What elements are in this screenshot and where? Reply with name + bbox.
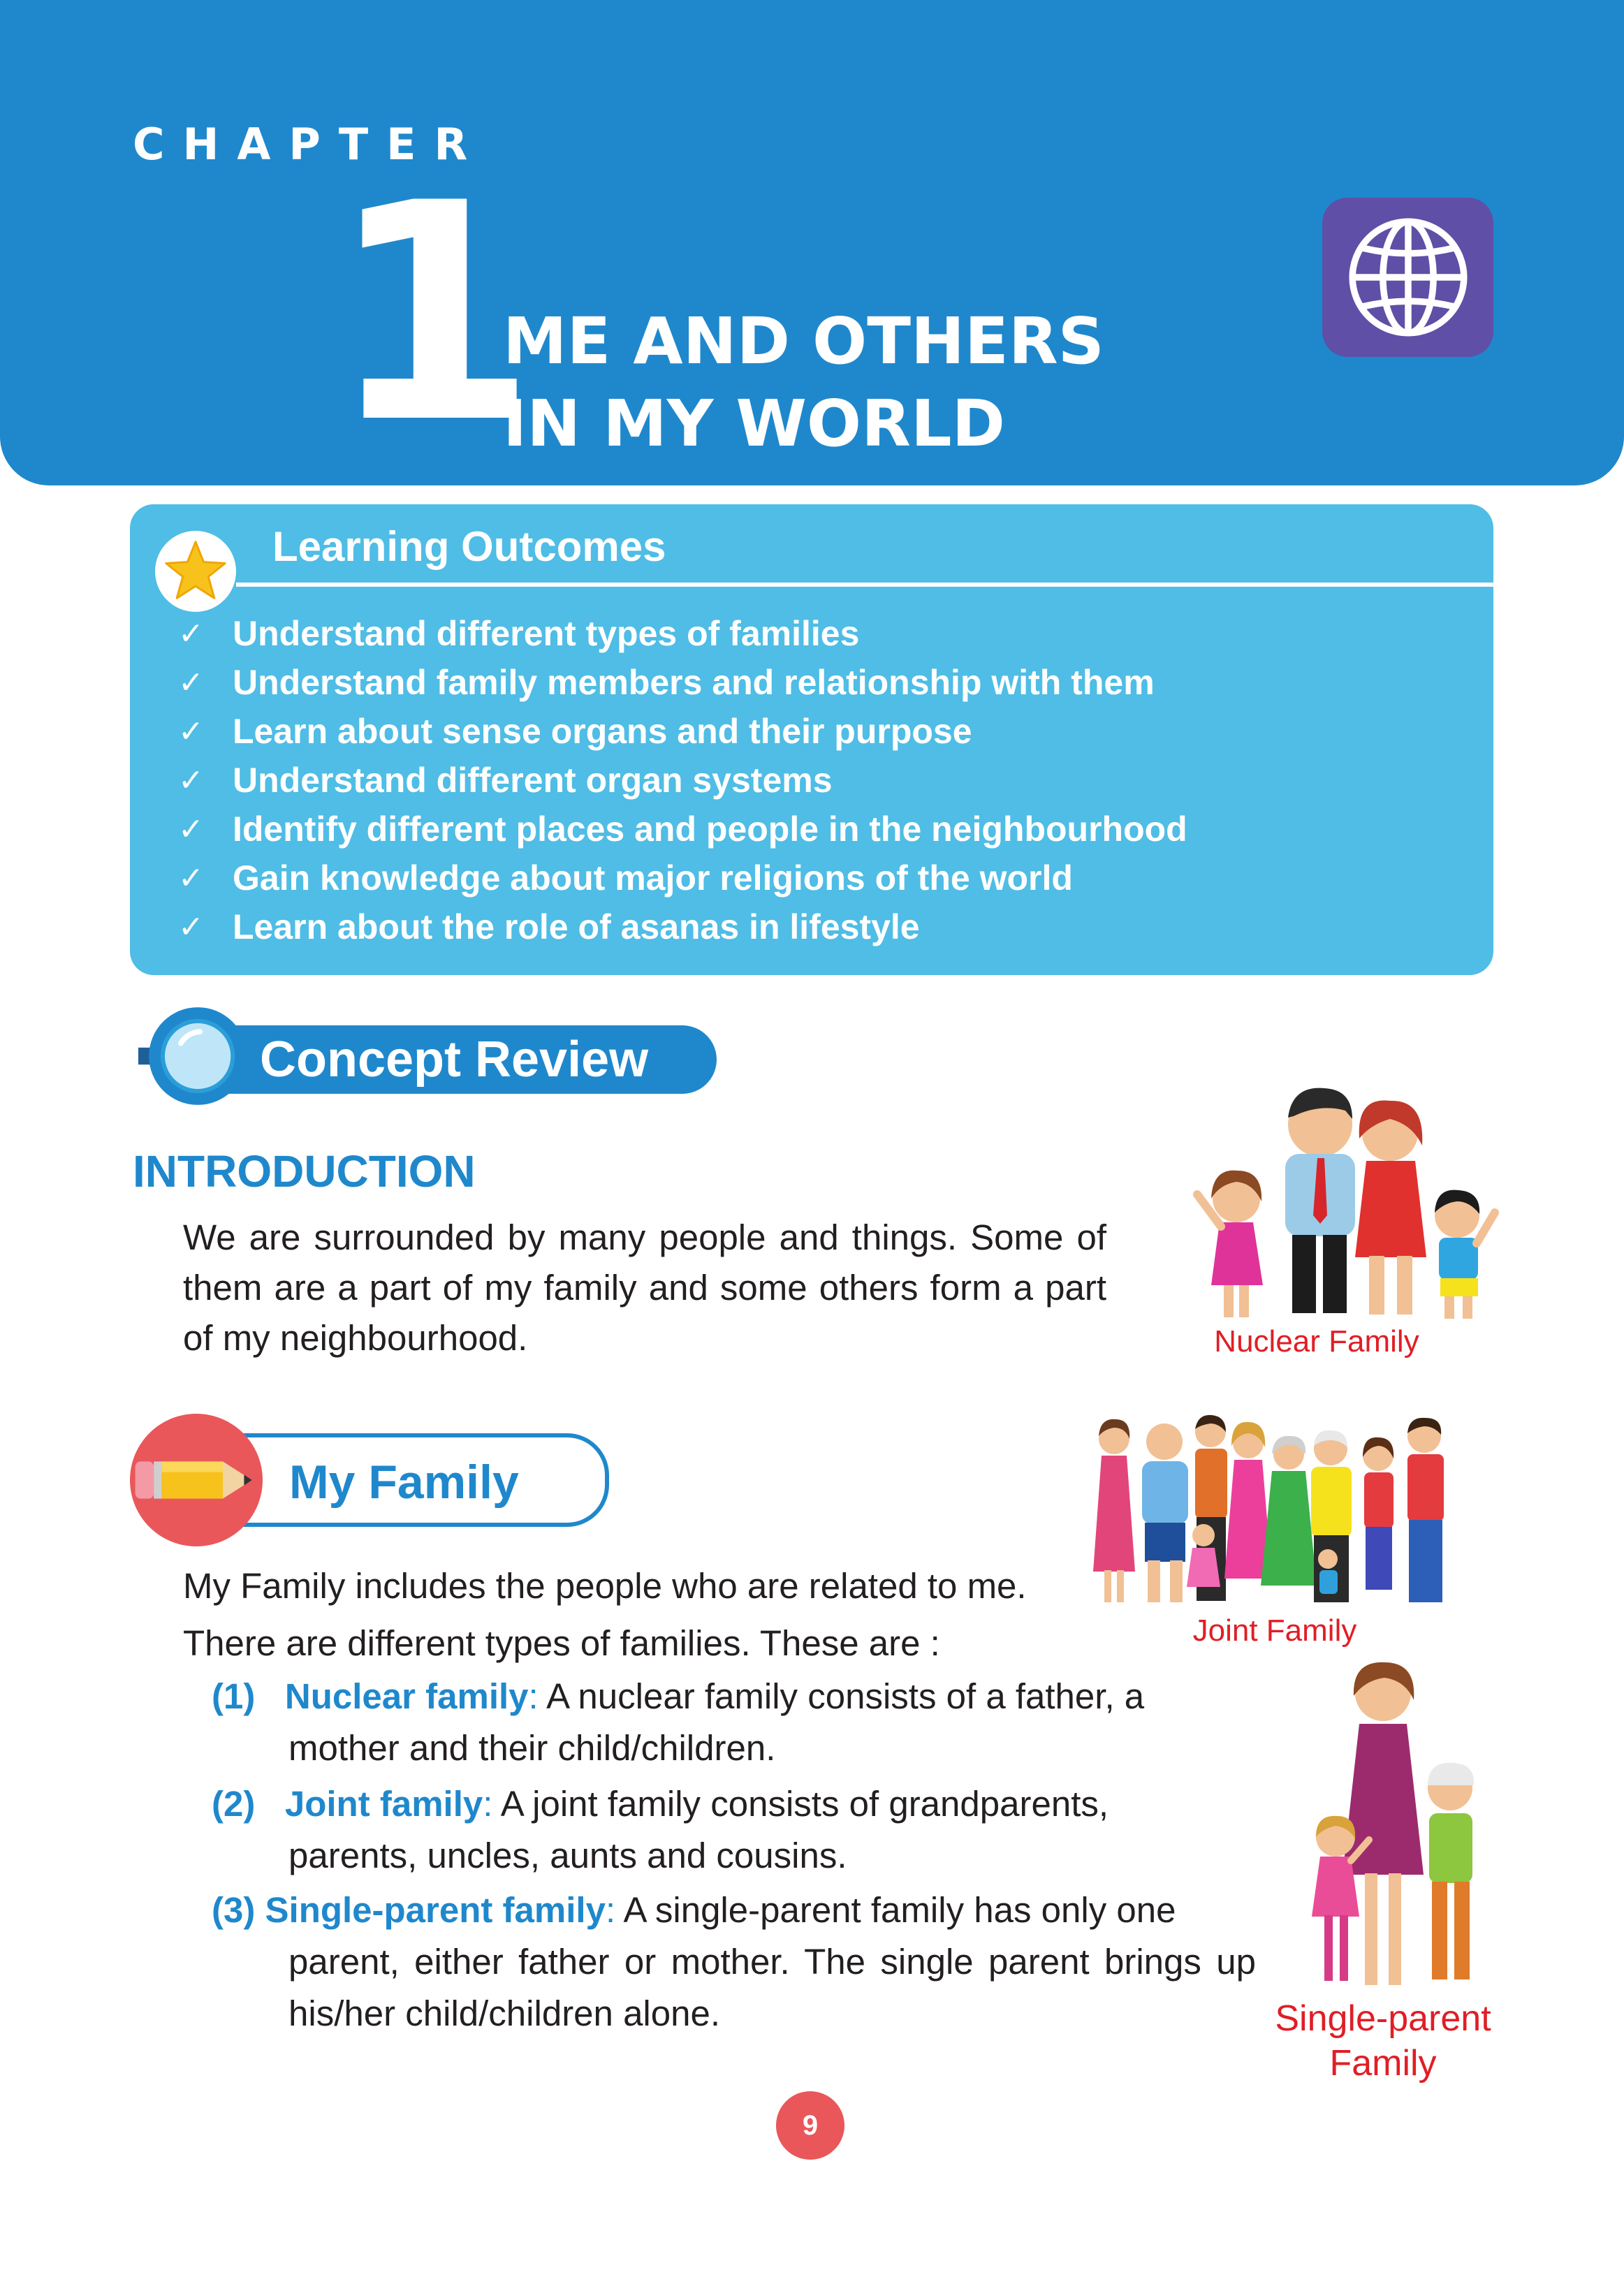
item-description: A single-parent family has only one (623, 1890, 1176, 1930)
page-number: 9 (776, 2091, 844, 2160)
list-item: ✓ Learn about the role of asanas in lifestyle (178, 907, 920, 946)
item-term: Nuclear family (284, 1676, 529, 1716)
chapter-number: 1 (328, 140, 525, 489)
chapter-title-line1: ME AND OTHERS (503, 304, 1104, 379)
nuclear-family-illustration (1180, 1076, 1502, 1327)
star-badge (155, 531, 236, 612)
learning-outcomes-list (178, 609, 1187, 951)
joint-family-illustration (1086, 1404, 1498, 1606)
magnifier-icon (138, 1003, 244, 1109)
my-family-line1: My Family includes the people who are related to me. (183, 1566, 1027, 1606)
list-item: ✓ Learn about sense organs and their purpose (178, 712, 972, 751)
check-icon: ✓ (178, 909, 204, 945)
concept-review-title: Concept Review (260, 1032, 649, 1088)
list-item: ✓ Understand different types of families (178, 614, 860, 653)
star-icon (162, 538, 229, 605)
list-item: ✓ Understand different organ systems (178, 761, 833, 800)
my-family-line2: There are different types of families. These are : (183, 1623, 940, 1663)
item-number: (1) (212, 1676, 256, 1716)
check-icon: ✓ (178, 713, 204, 749)
item-description-cont: parents, uncles, aunts and cousins. (288, 1836, 847, 1875)
check-icon: ✓ (178, 615, 204, 652)
item-number: (2) (212, 1784, 256, 1824)
introduction-paragraph: We are surrounded by many people and things. Some of them are a part of my family and some others form a part of my neighbourhood. (183, 1217, 1106, 1358)
check-icon: ✓ (178, 664, 204, 701)
family-type-joint: (2) Joint family: A joint family consists of grandparents, parents, uncles, aunts and cousins. (212, 1778, 1256, 1882)
chapter-label: CHAPTER (133, 119, 486, 170)
family-type-single-parent: (3) Single-parent family: A single-parent family has only one parent, either father or mother. The single parent brings up his/her child/children alone. (212, 1884, 1256, 2040)
item-term: Joint family (284, 1784, 483, 1824)
nuclear-family-caption: Nuclear Family (1214, 1324, 1419, 1359)
list-item: ✓ Understand family members and relationship with them (178, 663, 1155, 702)
joint-family-caption: Joint Family (1192, 1613, 1357, 1648)
chapter-title (503, 300, 1104, 465)
learning-outcomes-divider (236, 583, 1493, 587)
chapter-title-line2: IN MY WORLD (503, 386, 1005, 461)
item-description: A nuclear family consists of a father, a (546, 1676, 1145, 1716)
single-parent-family-caption: Single-parent Family (1275, 1998, 1491, 2084)
item-description-cont: parent, either father or mother. The single parent brings up his/her child/children alone. (288, 1942, 1256, 2033)
introduction-heading: INTRODUCTION (133, 1146, 476, 1196)
check-icon: ✓ (178, 762, 204, 798)
item-term: Single-parent family (265, 1890, 606, 1930)
list-item: ✓ Gain knowledge about major religions of the world (178, 858, 1073, 898)
item-description: A joint family consists of grandparents, (500, 1784, 1109, 1824)
item-description-cont: mother and their child/children. (288, 1728, 776, 1768)
list-item: ✓ Identify different places and people in the neighbourhood (178, 810, 1187, 849)
family-type-nuclear: (1) Nuclear family: A nuclear family consists of a father, a mother and their child/children. (212, 1671, 1256, 1774)
my-family-intro (183, 1558, 1091, 1672)
my-family-title: My Family (289, 1456, 519, 1509)
globe-tile (1322, 198, 1493, 357)
learning-outcomes-title: Learning Outcomes (272, 523, 666, 570)
check-icon: ✓ (178, 811, 204, 847)
single-parent-family-illustration (1292, 1651, 1502, 1993)
check-icon: ✓ (178, 860, 204, 896)
item-number: (3) (212, 1890, 256, 1930)
pencil-icon (130, 1414, 263, 1546)
globe-icon (1342, 211, 1475, 344)
